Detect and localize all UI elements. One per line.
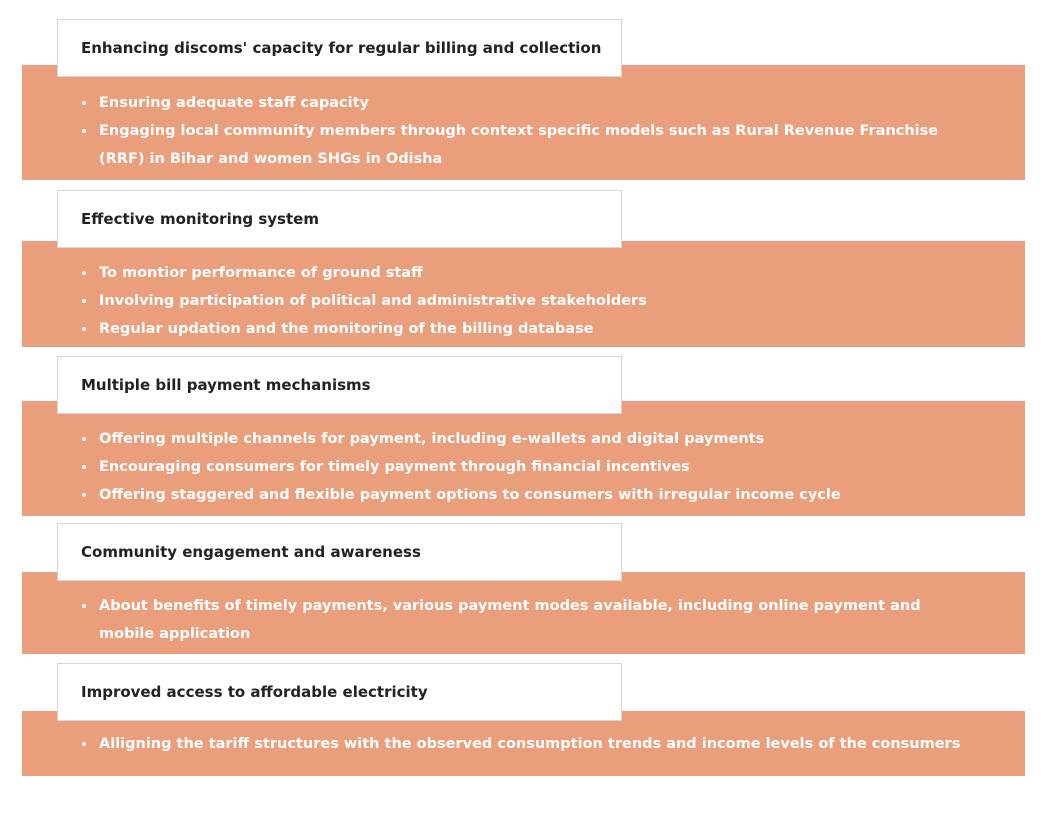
bullet-list-capacity [80, 89, 980, 173]
bullet-item: Offering staggered and flexible payment options to consumers with irregular income cycle [80, 481, 980, 509]
section-title-box-electricity [57, 663, 622, 721]
bullet-item: About benefits of timely payments, various payment modes available, including online payment and mobile application [80, 592, 980, 648]
section-title-box-monitoring [57, 190, 622, 248]
section-title-monitoring: Effective monitoring system [81, 210, 319, 228]
bullet-item: Offering multiple channels for payment, including e-wallets and digital payments [80, 425, 980, 453]
bullet-item: To montior performance of ground staff [80, 259, 980, 287]
bullet-list-community [80, 592, 980, 648]
bullet-list-monitoring [80, 259, 980, 343]
bullet-list-payment [80, 425, 980, 509]
bullet-item: Ensuring adequate staff capacity [80, 89, 980, 117]
bullet-item: Engaging local community members through context specific models such as Rural Revenue Franchise (RRF) in Bihar and women SHGs in Odisha [80, 117, 980, 173]
section-title-box-community [57, 523, 622, 581]
section-title-electricity: Improved access to affordable electricity [81, 683, 428, 701]
bullet-item: Encouraging consumers for timely payment through financial incentives [80, 453, 980, 481]
section-title-capacity: Enhancing discoms' capacity for regular billing and collection [81, 39, 602, 57]
section-title-box-capacity [57, 19, 622, 77]
section-title-box-payment [57, 356, 622, 414]
bullet-item: Regular updation and the monitoring of the billing database [80, 315, 980, 343]
bullet-item: Involving participation of political and administrative stakeholders [80, 287, 980, 315]
section-title-community: Community engagement and awareness [81, 543, 421, 561]
bullet-list-electricity [80, 730, 980, 758]
section-title-payment: Multiple bill payment mechanisms [81, 376, 371, 394]
bullet-item: Alligning the tariff structures with the observed consumption trends and income levels of the consumers [80, 730, 980, 758]
